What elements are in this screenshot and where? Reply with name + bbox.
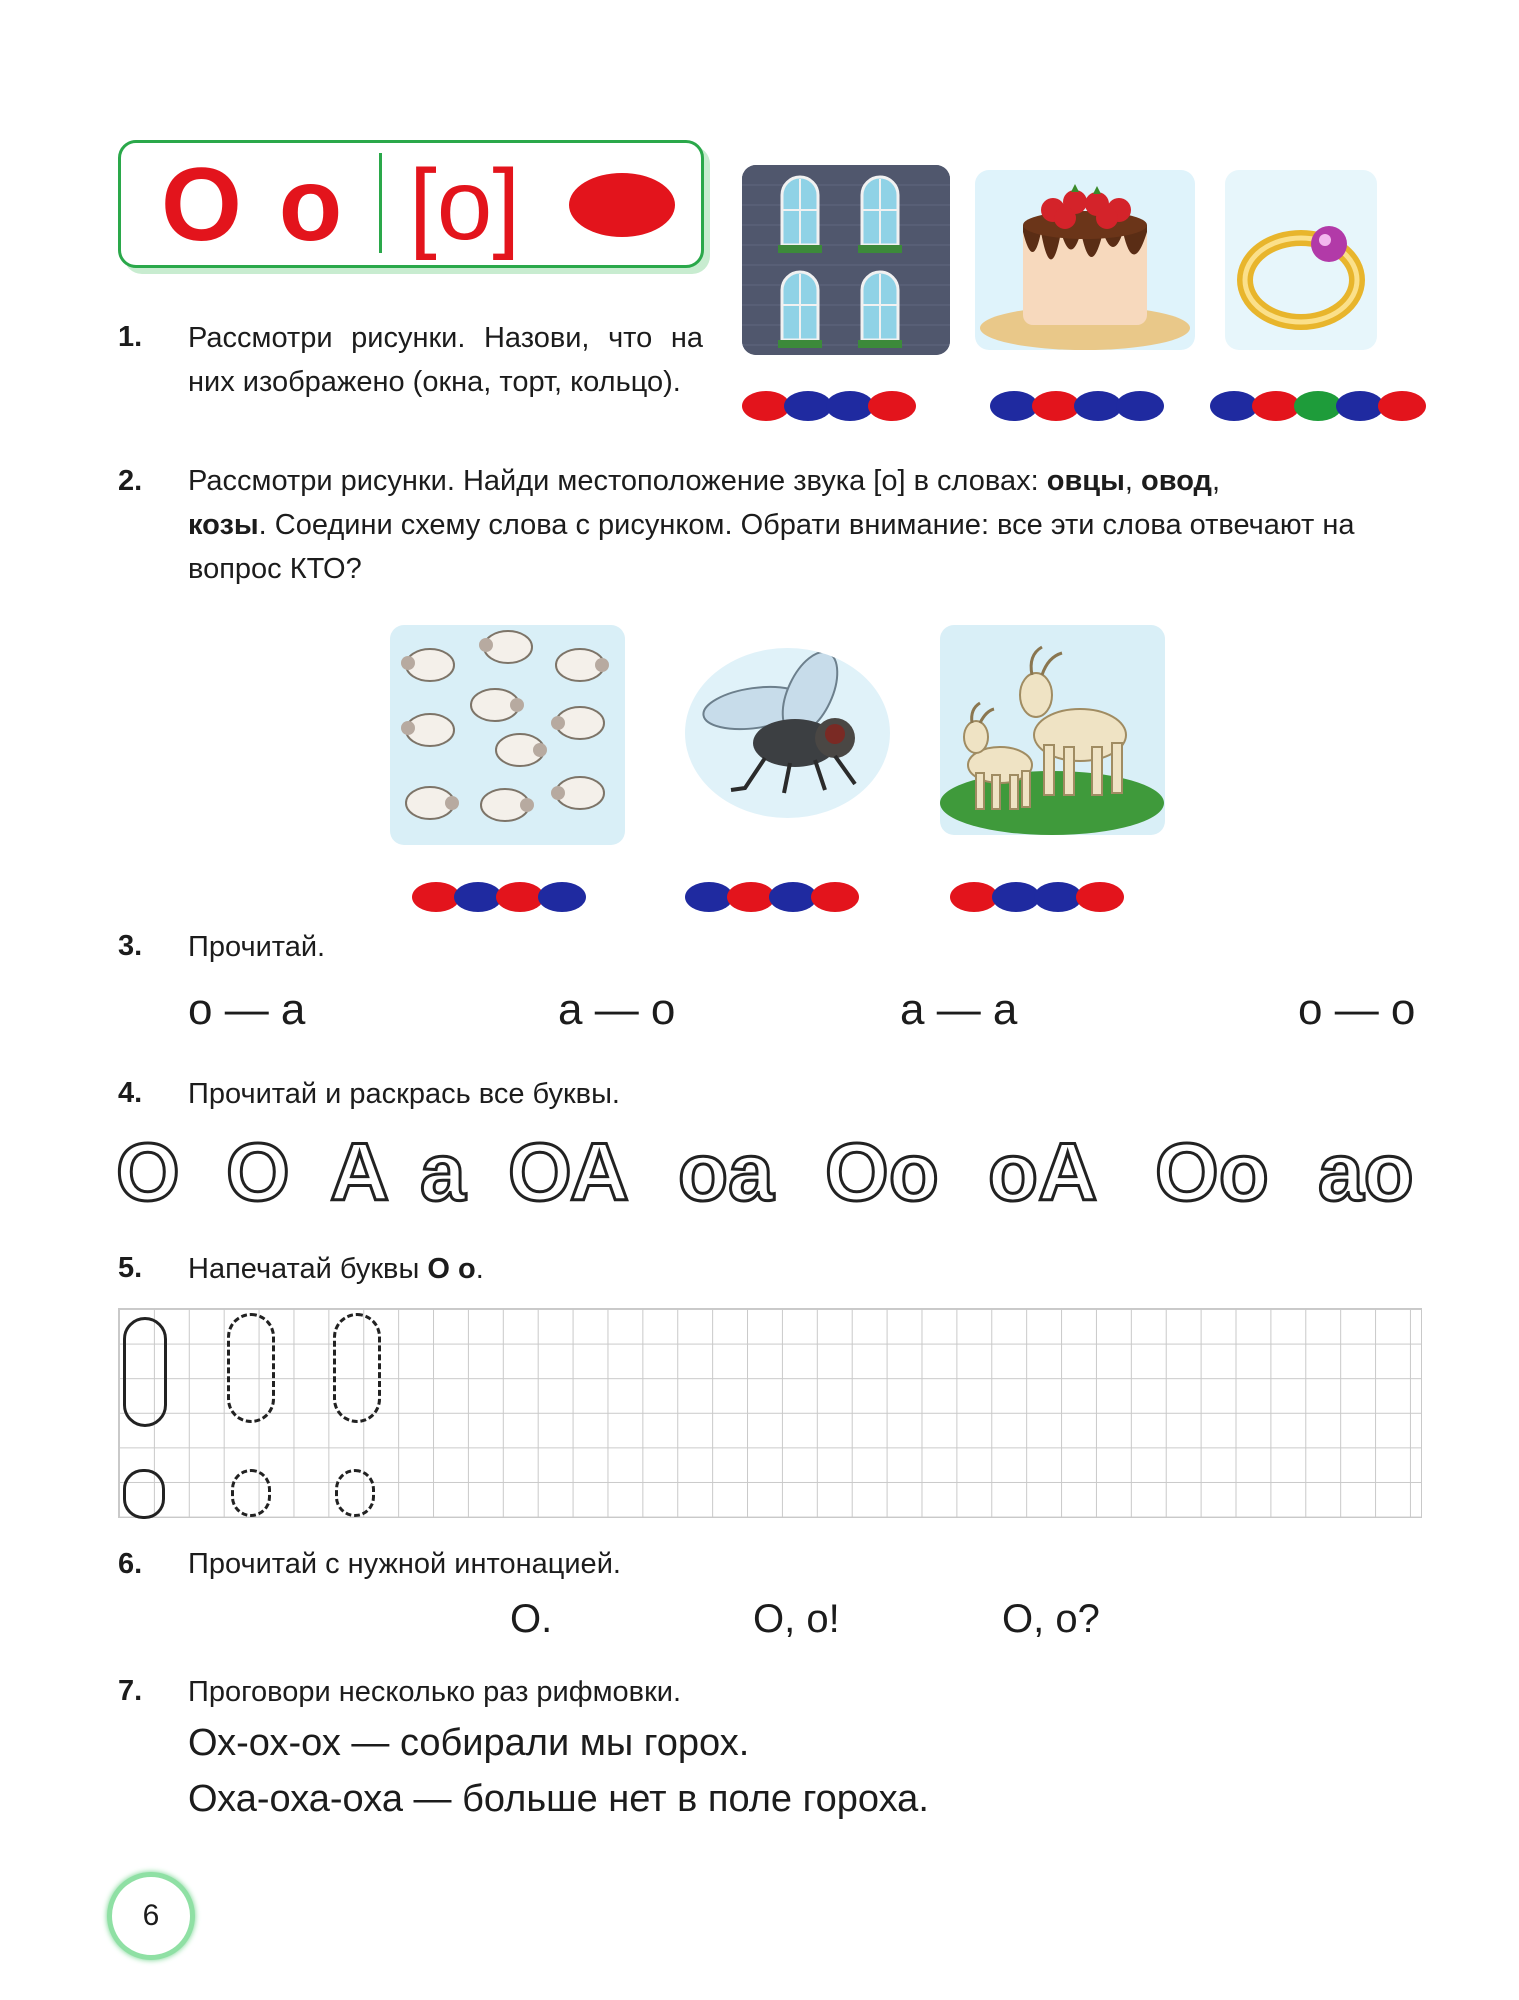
scheme-dot	[742, 391, 790, 421]
syllable-pair: а — а	[900, 985, 1018, 1034]
word-ovod: овод	[1141, 465, 1212, 497]
outline-letter: О	[116, 1127, 180, 1218]
scheme-dot	[727, 882, 775, 912]
scheme-dot	[826, 391, 874, 421]
header-letters: О о	[161, 147, 347, 263]
sample-small-o	[123, 1469, 165, 1519]
outline-letter: ао	[1318, 1127, 1414, 1218]
task-3-number: 3.	[118, 930, 143, 962]
scheme-dot	[538, 882, 586, 912]
scheme-dot	[496, 882, 544, 912]
task-2-text	[188, 459, 1428, 591]
scheme-dot	[1034, 882, 1082, 912]
trace-small-o	[335, 1469, 375, 1517]
scheme-ovtsy	[412, 882, 580, 912]
scheme-window	[742, 391, 910, 421]
scheme-dot	[769, 882, 817, 912]
intonation-phrase: О, о!	[753, 1597, 840, 1641]
task-2-text-after: . Соедини схему слова с рисунком. Обрати внимание: все эти слова отвечают на вопрос КТО?	[188, 509, 1355, 585]
window-building-picture	[742, 165, 950, 355]
word-ovtsy: овцы	[1046, 465, 1125, 497]
sample-capital-o	[123, 1317, 167, 1427]
task-6-number: 6.	[118, 1548, 143, 1580]
vowel-oval-icon	[569, 173, 675, 237]
outline-letter: а	[420, 1127, 466, 1218]
task-5-text-after: .	[475, 1253, 484, 1285]
scheme-dot	[784, 391, 832, 421]
scheme-dot	[992, 882, 1040, 912]
scheme-dot	[1210, 391, 1258, 421]
trace-capital-o	[227, 1313, 275, 1423]
scheme-dot	[1076, 882, 1124, 912]
scheme-dot	[685, 882, 733, 912]
scheme-dot	[1378, 391, 1426, 421]
task-1-text: Рассмотри рисунки. Назови, что на них изображено (окна, торт, кольцо).	[188, 322, 703, 398]
task-4-text: Прочитай и раскрась все буквы.	[188, 1078, 620, 1110]
task-7-number: 7.	[118, 1675, 143, 1707]
syllable-pair: а — о	[558, 985, 676, 1034]
rhyme-line: Ох-ох-ох — собирали мы горох.	[188, 1722, 750, 1764]
fly-picture	[685, 648, 890, 818]
letter-header	[118, 140, 704, 268]
scheme-cake	[990, 391, 1158, 421]
trace-capital-o	[333, 1313, 381, 1423]
page-number	[107, 1872, 195, 1960]
scheme-dot	[1294, 391, 1342, 421]
task-2-text-before: Рассмотри рисунки. Найди местоположение звука [о] в словах:	[188, 465, 1047, 497]
outline-letter: А	[330, 1127, 390, 1218]
outline-letter: ОА	[508, 1127, 629, 1218]
scheme-dot	[990, 391, 1038, 421]
scheme-kozy	[950, 882, 1118, 912]
scheme-ring	[1210, 391, 1420, 421]
trace-small-o	[231, 1469, 271, 1517]
scheme-dot	[412, 882, 460, 912]
scheme-ovod	[685, 882, 853, 912]
sheep-picture	[390, 625, 625, 845]
ring-picture	[1225, 170, 1377, 350]
task-6-text: Прочитай с нужной интонацией.	[188, 1548, 621, 1580]
task-5-text-before: Напечатай буквы	[188, 1253, 428, 1285]
word-kozy: козы	[188, 509, 259, 541]
page-number-text: 6	[142, 1899, 160, 1932]
task-1-number: 1.	[118, 321, 143, 353]
scheme-dot	[454, 882, 502, 912]
header-divider	[379, 153, 382, 253]
outline-letter: оА	[988, 1127, 1098, 1218]
goats-picture	[940, 625, 1165, 835]
outline-letter: Оо	[825, 1127, 939, 1218]
outline-letter: Оо	[1155, 1127, 1269, 1218]
task-4-number: 4.	[118, 1077, 143, 1109]
scheme-dot	[950, 882, 998, 912]
syllable-pair: о — о	[1298, 985, 1416, 1034]
task-2-sep: ,	[1124, 465, 1142, 497]
scheme-dot	[1336, 391, 1384, 421]
task-2-number: 2.	[118, 465, 143, 497]
scheme-dot	[1074, 391, 1122, 421]
scheme-dot	[868, 391, 916, 421]
header-sound: [о]	[409, 149, 521, 261]
task-5-number: 5.	[118, 1252, 143, 1284]
task-5-bold-letters: О о	[427, 1253, 476, 1285]
task-7-text: Проговори несколько раз рифмовки.	[188, 1676, 682, 1708]
cake-picture	[975, 170, 1195, 350]
task-2-sep: ,	[1211, 465, 1220, 497]
task-3-text: Прочитай.	[188, 931, 326, 963]
scheme-dot	[1116, 391, 1164, 421]
outline-letter: О	[226, 1127, 290, 1218]
rhyme-line: Оха-оха-оха — больше нет в поле гороха.	[188, 1778, 929, 1820]
outline-letter: оа	[678, 1127, 774, 1218]
task-5-text	[188, 1247, 484, 1291]
scheme-dot	[1032, 391, 1080, 421]
intonation-phrase: О.	[510, 1597, 553, 1641]
intonation-phrase: О, о?	[1002, 1597, 1100, 1641]
scheme-dot	[1252, 391, 1300, 421]
handwriting-grid[interactable]	[118, 1308, 1422, 1518]
syllable-pair: о — а	[188, 985, 306, 1034]
scheme-dot	[811, 882, 859, 912]
